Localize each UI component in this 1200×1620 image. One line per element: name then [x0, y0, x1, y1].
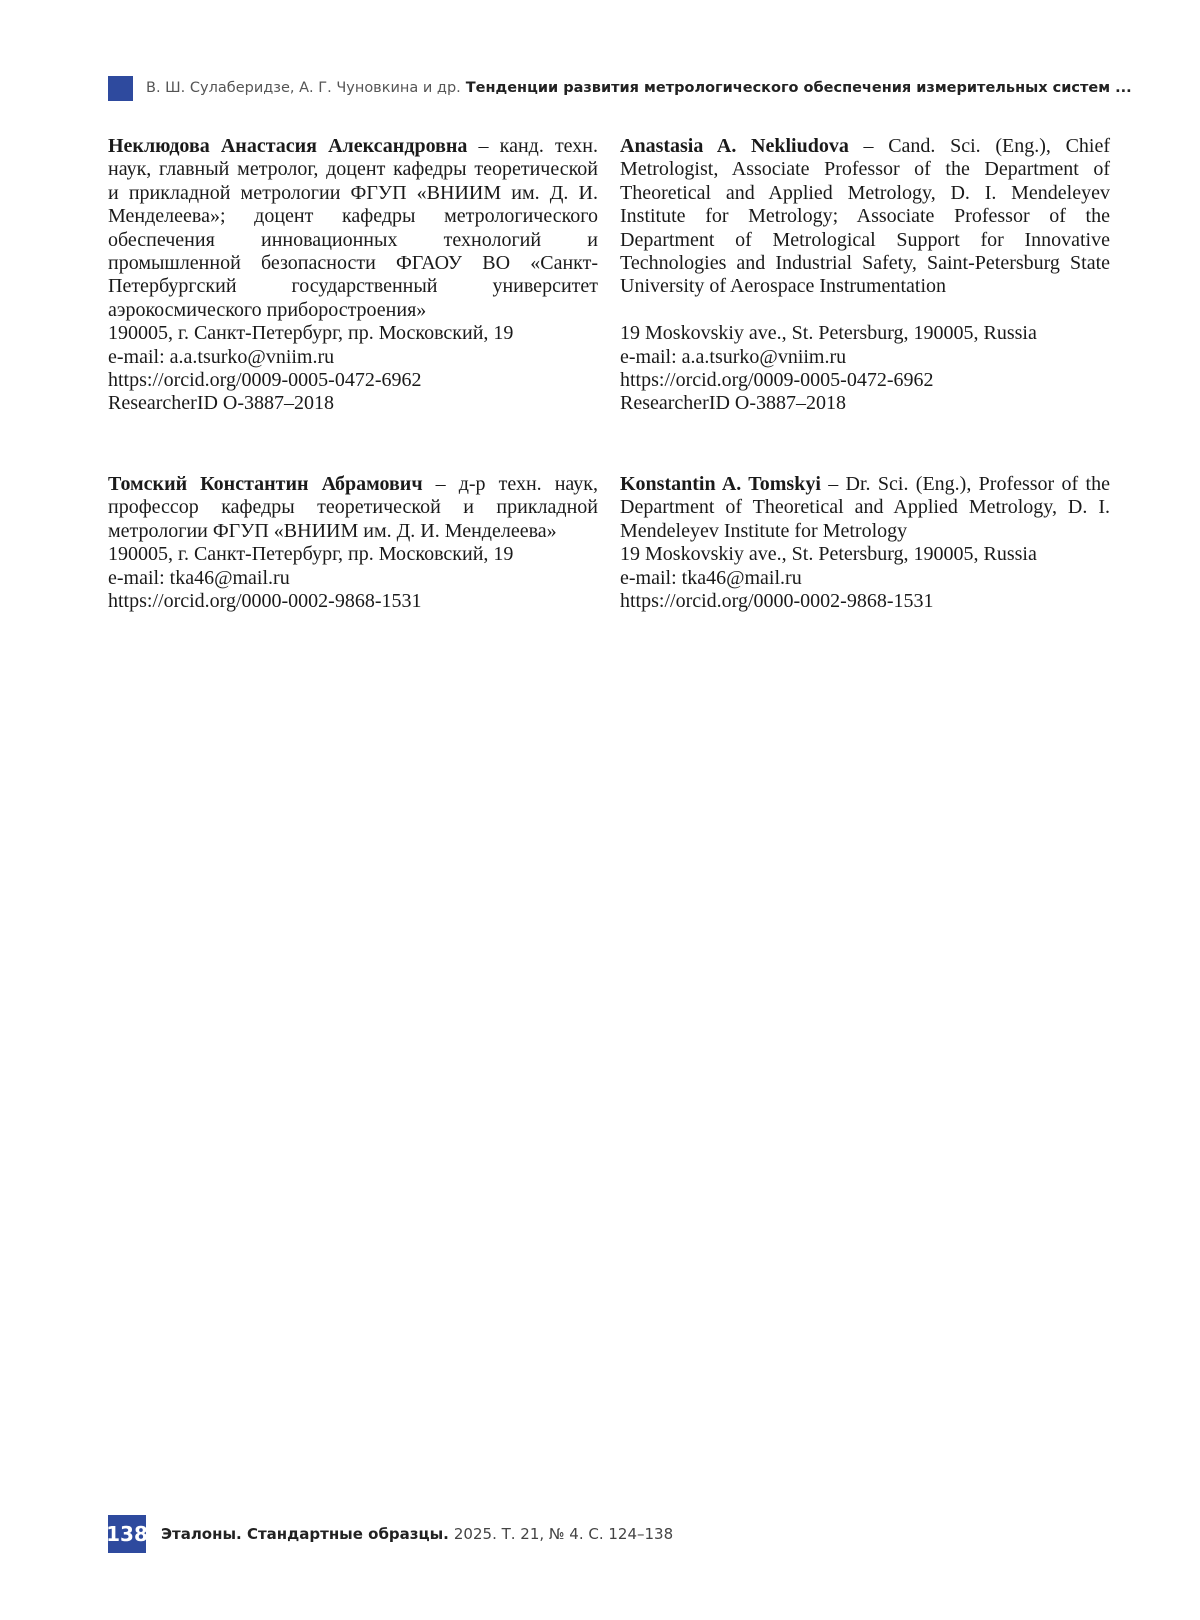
header-accent-square: [108, 76, 133, 101]
author-1-en-bio: – Cand. Sci. (Eng.), Chief Metrologist, Associate Professor of the Department of Theoretical and Applied Metrology, D. I. Mendeleyev Institute for Metrology; Associate Professor of the Department of Metrological Support for Innovative Technologies and Industrial Safety, Saint-Petersburg State University of Aerospace Instrumentation: [620, 135, 1110, 298]
author-1-ru-orcid[interactable]: https://orcid.org/0009-0005-0472-6962: [108, 369, 422, 392]
author-1-ru-bio-paragraph: [108, 135, 598, 322]
author-1-en-address: 19 Moskovskiy ave., St. Petersburg, 190005, Russia: [620, 322, 1037, 345]
author-2-en-orcid[interactable]: https://orcid.org/0000-0002-9868-1531: [620, 590, 934, 613]
author-1-en-email[interactable]: e-mail: a.a.tsurko@vniim.ru: [620, 345, 847, 368]
author-2-ru-bio-paragraph: [108, 473, 598, 543]
page-footer: [108, 1515, 673, 1553]
author-1-ru: [108, 135, 598, 416]
author-1-en-bio-paragraph: [620, 135, 1110, 299]
author-1-ru-address: 190005, г. Санкт-Петербург, пр. Московский, 19: [108, 322, 514, 345]
author-2-ru-name: Томский Константин Абрамович: [108, 473, 423, 495]
author-2-en: [620, 473, 1110, 613]
author-2-ru-email[interactable]: e-mail: tka46@mail.ru: [108, 566, 290, 589]
author-1-en-researcher-id: ResearcherID O-3887–2018: [620, 392, 847, 415]
spacer: [620, 299, 1110, 322]
page-number: 138: [108, 1515, 146, 1553]
author-1-en-name: Anastasia A. Nekliudova: [620, 135, 849, 157]
author-1-ru-researcher-id: ResearcherID O-3887–2018: [108, 392, 335, 415]
author-2-en-name: Konstantin A. Tomskyi: [620, 473, 821, 495]
author-1-ru-bio: – канд. техн. наук, главный метролог, доцент кафедры теоретической и прикладной метрологии ФГУП «ВНИИМ им. Д. И. Менделеева»; доцент кафедры метрологического обеспечения инновационных технологий и промышленной безопасности ФГАОУ ВО «Санкт-Петербургский государственный университет аэрокосмического приборостроения»: [108, 135, 598, 321]
author-2-ru-bio: – д-р техн. наук, профессор кафедры теоретической и прикладной метрологии ФГУП «ВНИИМ им. Д. И. Менделеева»: [108, 473, 598, 542]
header-authors: В. Ш. Сулаберидзе, А. Г. Чуновкина и др.: [146, 80, 461, 96]
author-1-ru-email[interactable]: e-mail: a.a.tsurko@vniim.ru: [108, 345, 335, 368]
author-2-ru-orcid[interactable]: https://orcid.org/0000-0002-9868-1531: [108, 590, 422, 613]
author-2-ru: [108, 473, 598, 613]
author-2-ru-address: 190005, г. Санкт-Петербург, пр. Московский, 19: [108, 543, 514, 566]
author-1-ru-name: Неклюдова Анастасия Александровна: [108, 135, 468, 157]
author-2-en-email[interactable]: e-mail: tka46@mail.ru: [620, 566, 802, 589]
author-1-en: [620, 135, 1110, 416]
journal-name: Эталоны. Стандартные образцы.: [161, 1525, 449, 1543]
header-article-title: Тенденции развития метрологического обеспечения измерительных систем ...: [465, 80, 1132, 96]
author-2-en-bio-paragraph: [620, 473, 1110, 543]
author-2-en-address: 19 Moskovskiy ave., St. Petersburg, 190005, Russia: [620, 543, 1037, 566]
running-header: [108, 75, 1132, 101]
author-2-en-bio: – Dr. Sci. (Eng.), Professor of the Department of Theoretical and Applied Metrology, D. I. Mendeleyev Institute for Metrology: [620, 473, 1110, 542]
journal-issue: 2025. Т. 21, № 4. С. 124–138: [453, 1525, 674, 1543]
author-1-en-orcid[interactable]: https://orcid.org/0009-0005-0472-6962: [620, 369, 934, 392]
